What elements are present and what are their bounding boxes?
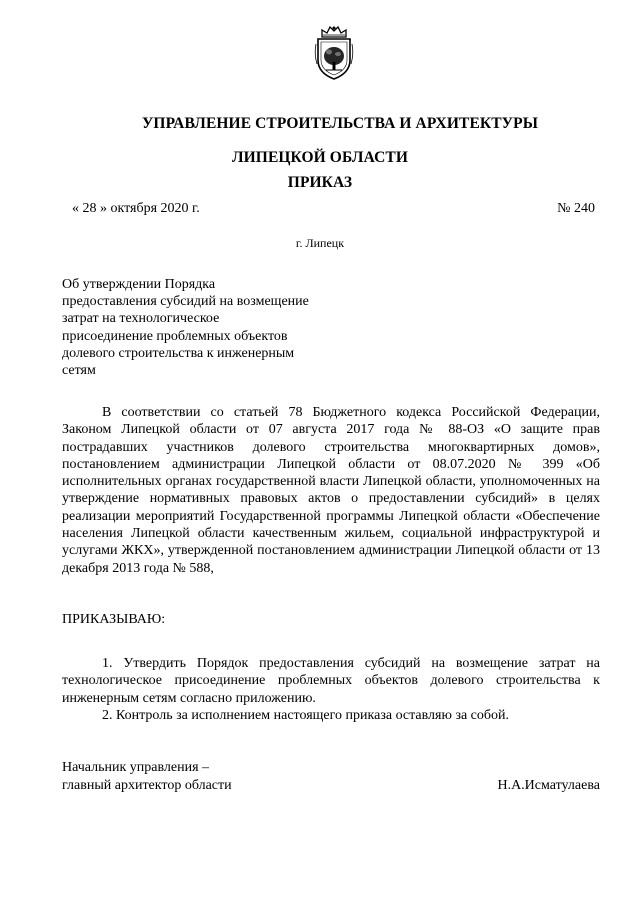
subject-line: сетям — [62, 363, 96, 379]
subject-line: предоставления субсидий на возмещение — [62, 294, 309, 310]
subject-line: долевого строительства к инженерным — [62, 345, 295, 361]
order-date: « 28 » октября 2020 г. — [72, 201, 200, 216]
subject-line: присоединение проблемных объектов — [62, 328, 288, 344]
signer-position-line2: главный архитектор области — [62, 778, 232, 793]
subject-line: затрат на технологическое — [62, 311, 220, 327]
signer-name: Н.А.Исматулаева — [497, 778, 600, 793]
agency-title: УПРАВЛЕНИЕ СТРОИТЕЛЬСТВА И АРХИТЕКТУРЫ — [141, 115, 539, 132]
preamble-paragraph: В соответствии со статьей 78 Бюджетного кодекса Российской Федерации, Законом Липецкой области от 07 августа 2017 года № 88-ОЗ «О защите прав пострадавших участников долевого строительства многоквартирных домов», постановлением администрации Липецкой области от 08.07.2020 № 399 «Об исполнительных органах государственной власти Липецкой области, уполномоченных на утверждение нормативных правовых актов о предоставлении субсидий» в целях реализации мероприятий Государственной программы Липецкой области «Обеспечение населения Липецкой области качественным жильем, социальной инфраструктурой и услугами ЖКХ», утвержденной постановлением администрации Липецкой области от 13 декабря 2013 года № 588, — [62, 405, 600, 576]
document-type: ПРИКАЗ — [287, 174, 353, 191]
order-items — [62, 655, 600, 724]
order-word: ПРИКАЗЫВАЮ: — [62, 612, 166, 627]
order-item: 1. Утвердить Порядок предоставления субсидий на возмещение затрат на технологическое присоединение проблемных объектов долевого строительства к инженерным сетям согласно приложению. — [62, 656, 600, 706]
coat-of-arms-emblem — [313, 24, 355, 82]
signer-position-line1: Начальник управления – — [62, 760, 210, 775]
order-subject — [62, 276, 362, 379]
order-number: № 240 — [557, 201, 595, 216]
region-title: ЛИПЕЦКОЙ ОБЛАСТИ — [232, 149, 408, 166]
city: г. Липецк — [295, 236, 345, 250]
subject-line: Об утверждении Порядка — [62, 277, 216, 292]
order-item: 2. Контроль за исполнением настоящего приказа оставляю за собой. — [102, 707, 510, 723]
